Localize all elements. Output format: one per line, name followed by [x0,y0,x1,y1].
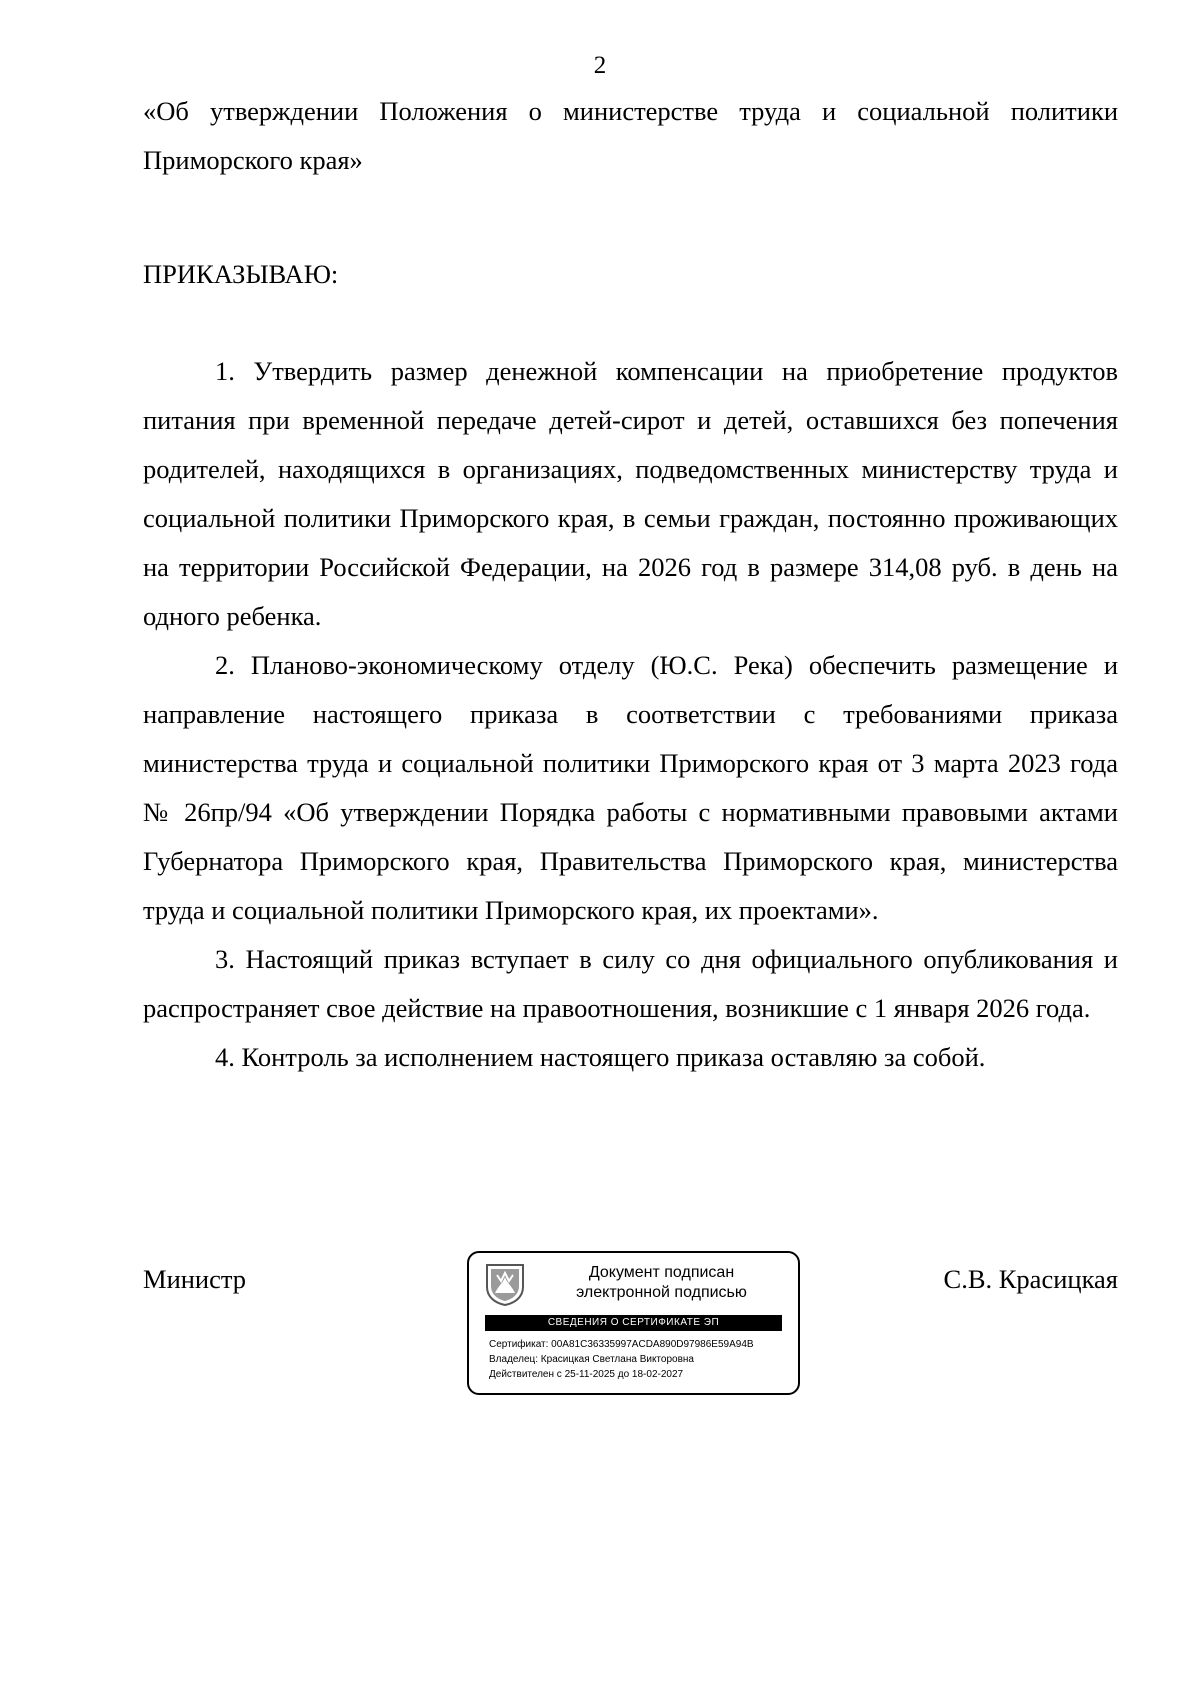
order-item-1: 1. Утвердить размер денежной компенсации на приобретение продуктов питания при временной передаче детей-сирот и детей, оставшихся без попечения родителей, находящихся в организациях, подведомственных министерству труда и социальной политики Приморского края, в семьи граждан, постоянно проживающих на территории Российской Федерации, на 2026 год в размере 314,08 руб. в день на одного ребенка. [143,356,1118,631]
order-items [143,347,1118,1082]
certificate-info-bar: СВЕДЕНИЯ О СЕРТИФИКАТЕ ЭП [485,1315,782,1331]
signatory-role: Министр [143,1264,247,1294]
order-item-4: 4. Контроль за исполнением настоящего приказа оставляю за собой. [215,1042,986,1072]
order-item-2: 2. Планово-экономическому отделу (Ю.С. Река) обеспечить размещение и направление настоящего приказа в соответствии с требованиями приказа министерства труда и социальной политики Приморского края от 3 марта 2023 года № 26пр/94 «Об утверждении Порядка работы с нормативными правовыми актами Губернатора Приморского края, Правительства Приморского края, министерства труда и социальной политики Приморского края, их проектами». [143,650,1118,925]
order-word: ПРИКАЗЫВАЮ: [143,259,339,289]
electronic-signature-stamp [467,1251,800,1395]
document-title-continuation: «Об утверждении Положения о министерстве труда и социальной политики Приморского края» [143,96,1118,175]
coat-of-arms-icon [485,1263,525,1307]
signatory-name: С.В. Красицкая [943,1264,1118,1294]
certificate-details [489,1337,789,1382]
page-number: 2 [593,52,607,79]
certificate-owner: Владелец: Красицкая Светлана Викторовна [489,1354,694,1365]
stamp-title-line-1: Документ подписан [588,1264,735,1281]
certificate-number: Сертификат: 00A81C36335997ACDA890D97986E59A94B [489,1339,754,1350]
stamp-title-line-2: электронной подписью [576,1284,747,1301]
certificate-validity: Действителен с 25-11-2025 до 18-02-2027 [489,1369,684,1380]
order-item-3: 3. Настоящий приказ вступает в силу со дня официального опубликования и распространяет свое действие на правоотношения, возникшие с 1 января 2026 года. [143,944,1118,1023]
stamp-title [539,1263,784,1303]
